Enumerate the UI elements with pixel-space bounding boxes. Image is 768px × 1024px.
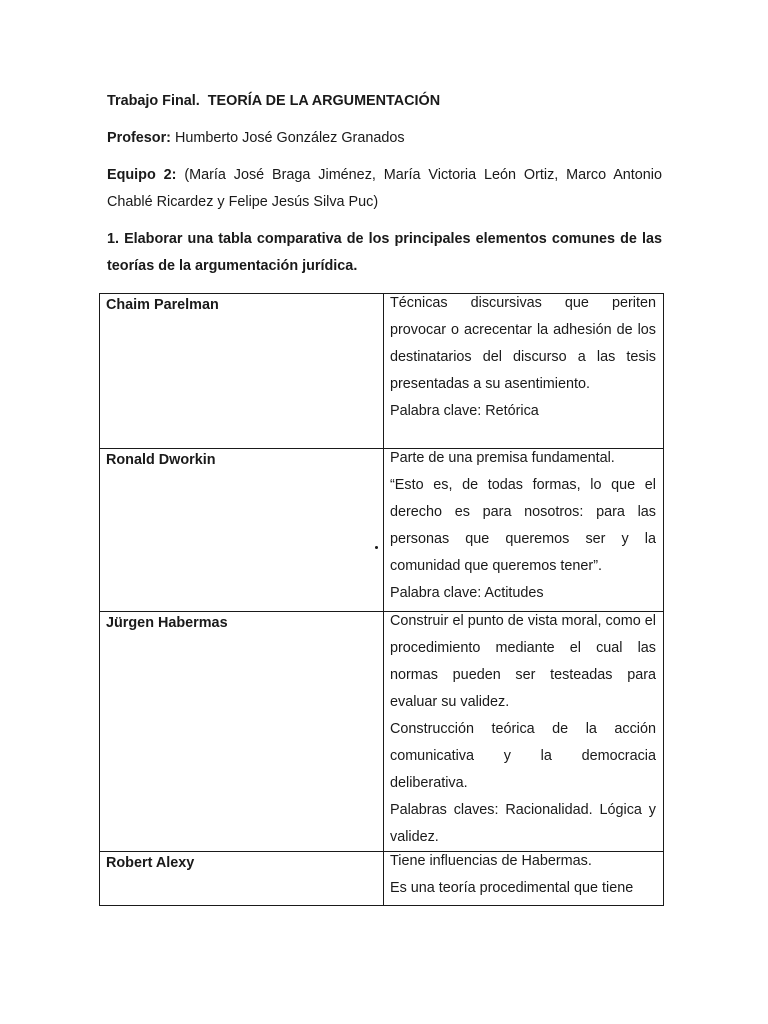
- author-description: [384, 612, 664, 852]
- description-line: “Esto es, de todas formas, lo que el derecho es para nosotros: para las personas que queremos ser y la comunidad que queremos tener”.: [390, 477, 656, 574]
- description-line: Técnicas discursivas que periten provocar o acrecentar la adhesión de los destinatarios del discurso a las tesis presentadas a su asentimiento.: [390, 295, 656, 392]
- question-heading: 1. Elaborar una tabla comparativa de los principales elementos comunes de las teorías de la argumentación jurídica.: [107, 231, 662, 274]
- description-line: Construcción teórica de la acción comunicativa y la democracia deliberativa.: [390, 721, 656, 791]
- description-line: Construir el punto de vista moral, como el procedimiento mediante el cual las normas pueden ser testeadas para evaluar su validez.: [390, 613, 656, 710]
- author-name: Ronald Dworkin: [100, 449, 384, 612]
- stray-dot: [375, 546, 378, 549]
- author-description: [384, 449, 664, 612]
- author-name: Robert Alexy: [100, 852, 384, 906]
- team-members: (María José Braga Jiménez, María Victoria León Ortiz, Marco Antonio Chablé Ricardez y Felipe Jesús Silva Puc): [107, 167, 662, 210]
- team-line: [107, 162, 662, 216]
- description-line: Palabras claves: Racionalidad. Lógica y validez.: [390, 802, 656, 845]
- table-row: [100, 852, 664, 906]
- description-line: Palabra clave: Retórica: [390, 403, 539, 419]
- team-label: Equipo 2:: [107, 167, 177, 183]
- table-row: [100, 449, 664, 612]
- description-line: Tiene influencias de Habermas.: [390, 853, 592, 869]
- document-title: [107, 88, 662, 115]
- title-main: TEORÍA DE LA ARGUMENTACIÓN: [207, 93, 441, 109]
- table-row: [100, 294, 664, 449]
- author-description: [384, 852, 664, 906]
- document-body: [107, 88, 662, 294]
- author-description: [384, 294, 664, 449]
- professor-name: Humberto José González Granados: [174, 130, 405, 146]
- description-line: Palabra clave: Actitudes: [390, 585, 544, 601]
- author-name: Chaim Parelman: [100, 294, 384, 449]
- title-prefix: Trabajo Final.: [107, 93, 200, 109]
- description-line: Parte de una premisa fundamental.: [390, 450, 615, 466]
- author-name: Jürgen Habermas: [100, 612, 384, 852]
- table-row: [100, 612, 664, 852]
- description-line: Es una teoría procedimental que tiene: [390, 880, 634, 896]
- professor-label: Profesor:: [107, 130, 171, 146]
- professor-line: [107, 125, 662, 152]
- comparison-table: [99, 293, 664, 906]
